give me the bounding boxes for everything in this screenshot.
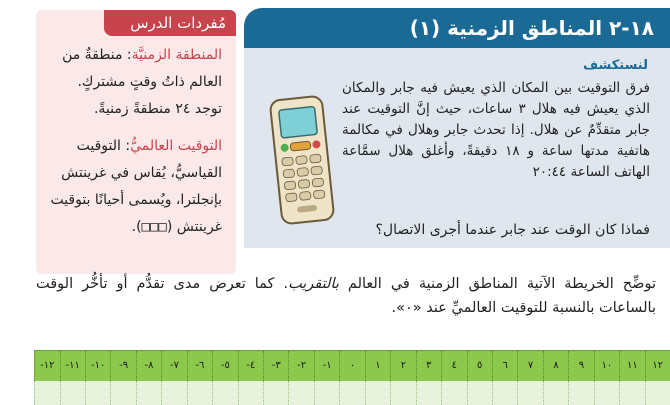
time-zone-column	[60, 381, 85, 405]
time-zone-column	[110, 381, 135, 405]
time-zone-label: -٩	[110, 351, 135, 381]
time-zone-column	[517, 381, 542, 405]
vocabulary-box	[36, 10, 236, 274]
time-zone-label: -١٢	[34, 351, 59, 381]
time-zone-label: ٤	[441, 351, 466, 381]
time-zone-label: ٦	[492, 351, 517, 381]
time-zone-label: -٤	[238, 351, 263, 381]
lesson-title: ١٨-٢ المناطق الزمنية (١)	[409, 16, 654, 40]
time-zone-label: -٦	[187, 351, 212, 381]
time-zone-label: -٧	[161, 351, 186, 381]
time-zone-strip	[34, 350, 670, 382]
explore-label: لنستكشف	[583, 58, 648, 73]
time-zone-label: -١٠	[85, 351, 110, 381]
time-zone-label: -٥	[212, 351, 237, 381]
body-text-part2: . كما تعرض مدى تقدُّم أو تأخُّر الوقت بالساعات بالنسبة للتوقيت العالميِّ عند «٠».	[36, 276, 656, 316]
time-zone-column	[645, 381, 670, 405]
time-zone-label: ١	[365, 351, 390, 381]
time-zone-label: ٩	[568, 351, 593, 381]
time-zone-label: -١	[314, 351, 339, 381]
time-zone-column	[365, 381, 390, 405]
time-zone-map-top	[34, 381, 670, 405]
time-zone-column	[416, 381, 441, 405]
time-zone-column	[568, 381, 593, 405]
vocabulary-header: مُفردات الدرس	[104, 10, 236, 36]
time-zone-label: ٠	[339, 351, 364, 381]
time-zone-label: ٢	[390, 351, 415, 381]
time-zone-column	[34, 381, 59, 405]
time-zone-column	[161, 381, 186, 405]
time-zone-column	[390, 381, 415, 405]
time-zone-label: ٨	[543, 351, 568, 381]
vocab-entry-time-zone	[50, 42, 222, 123]
time-zone-label: -٣	[263, 351, 288, 381]
time-zone-column	[339, 381, 364, 405]
time-zone-label: ٥	[467, 351, 492, 381]
vocab-term: المنطقة الزمنيَّة	[131, 47, 222, 63]
body-text-part1: توضِّح الخريطة الآتية المناطق الزمنية في العالم	[338, 276, 656, 292]
time-zone-label: ١٢	[645, 351, 670, 381]
time-zone-column	[314, 381, 339, 405]
time-zone-label: -٢	[288, 351, 313, 381]
time-zone-label: -٨	[136, 351, 161, 381]
time-zone-label: ٣	[416, 351, 441, 381]
vocab-definition-end: ).	[131, 219, 142, 235]
time-zone-column	[85, 381, 110, 405]
vocab-definition: : منطقةٌ من العالم ذاتُ وقتٍ مشتركٍ. توجد ٢٤ منطقةً زمنيةً.	[62, 47, 222, 117]
mobile-phone-icon	[262, 94, 342, 226]
time-zone-label: ٧	[517, 351, 542, 381]
time-zone-column	[492, 381, 517, 405]
time-zone-column	[263, 381, 288, 405]
vocab-definition: : التوقيت القياسيُّ، يُقاس في غرينتش بإنجلترا، ويُسمى أحيانًا بتوقيت غرينتش (	[50, 138, 222, 235]
time-zone-column	[238, 381, 263, 405]
body-text-emphasis: بالتقريب	[288, 276, 339, 292]
time-zone-column	[136, 381, 161, 405]
vocab-term: التوقيت العالميُّ	[130, 138, 222, 154]
time-zone-column	[441, 381, 466, 405]
time-zone-column	[187, 381, 212, 405]
time-zone-label: ١٠	[594, 351, 619, 381]
time-zone-column	[288, 381, 313, 405]
body-paragraph	[36, 272, 656, 320]
lesson-title-band	[244, 8, 670, 48]
time-zone-column	[467, 381, 492, 405]
vocab-entry-utc	[50, 133, 222, 241]
time-zone-column	[212, 381, 237, 405]
time-zone-column	[619, 381, 644, 405]
time-zone-label: ١١	[619, 351, 644, 381]
explore-question: فماذا كان الوقت عند جابر عندما أجرى الاتصال؟	[375, 222, 650, 238]
vocabulary-body	[50, 42, 222, 251]
time-zone-column	[594, 381, 619, 405]
time-zone-label: -١١	[60, 351, 85, 381]
time-zone-column	[543, 381, 568, 405]
placeholder-symbol: □□□	[141, 219, 167, 235]
explore-paragraph: فرق التوقيت بين المكان الذي يعيش فيه جابر والمكان الذي يعيش فيه هلال ٣ ساعات، حيث إنَّ التوقيت عند جابر متقدِّمٌ عن هلال. إذا تحدث جابر وهلال في مكالمة هاتفية مدتها ساعة و ١٨ دقيقةً، وأغلق هلال سمَّاعة الهاتف الساعة ٢٠:٤٤	[342, 80, 650, 180]
